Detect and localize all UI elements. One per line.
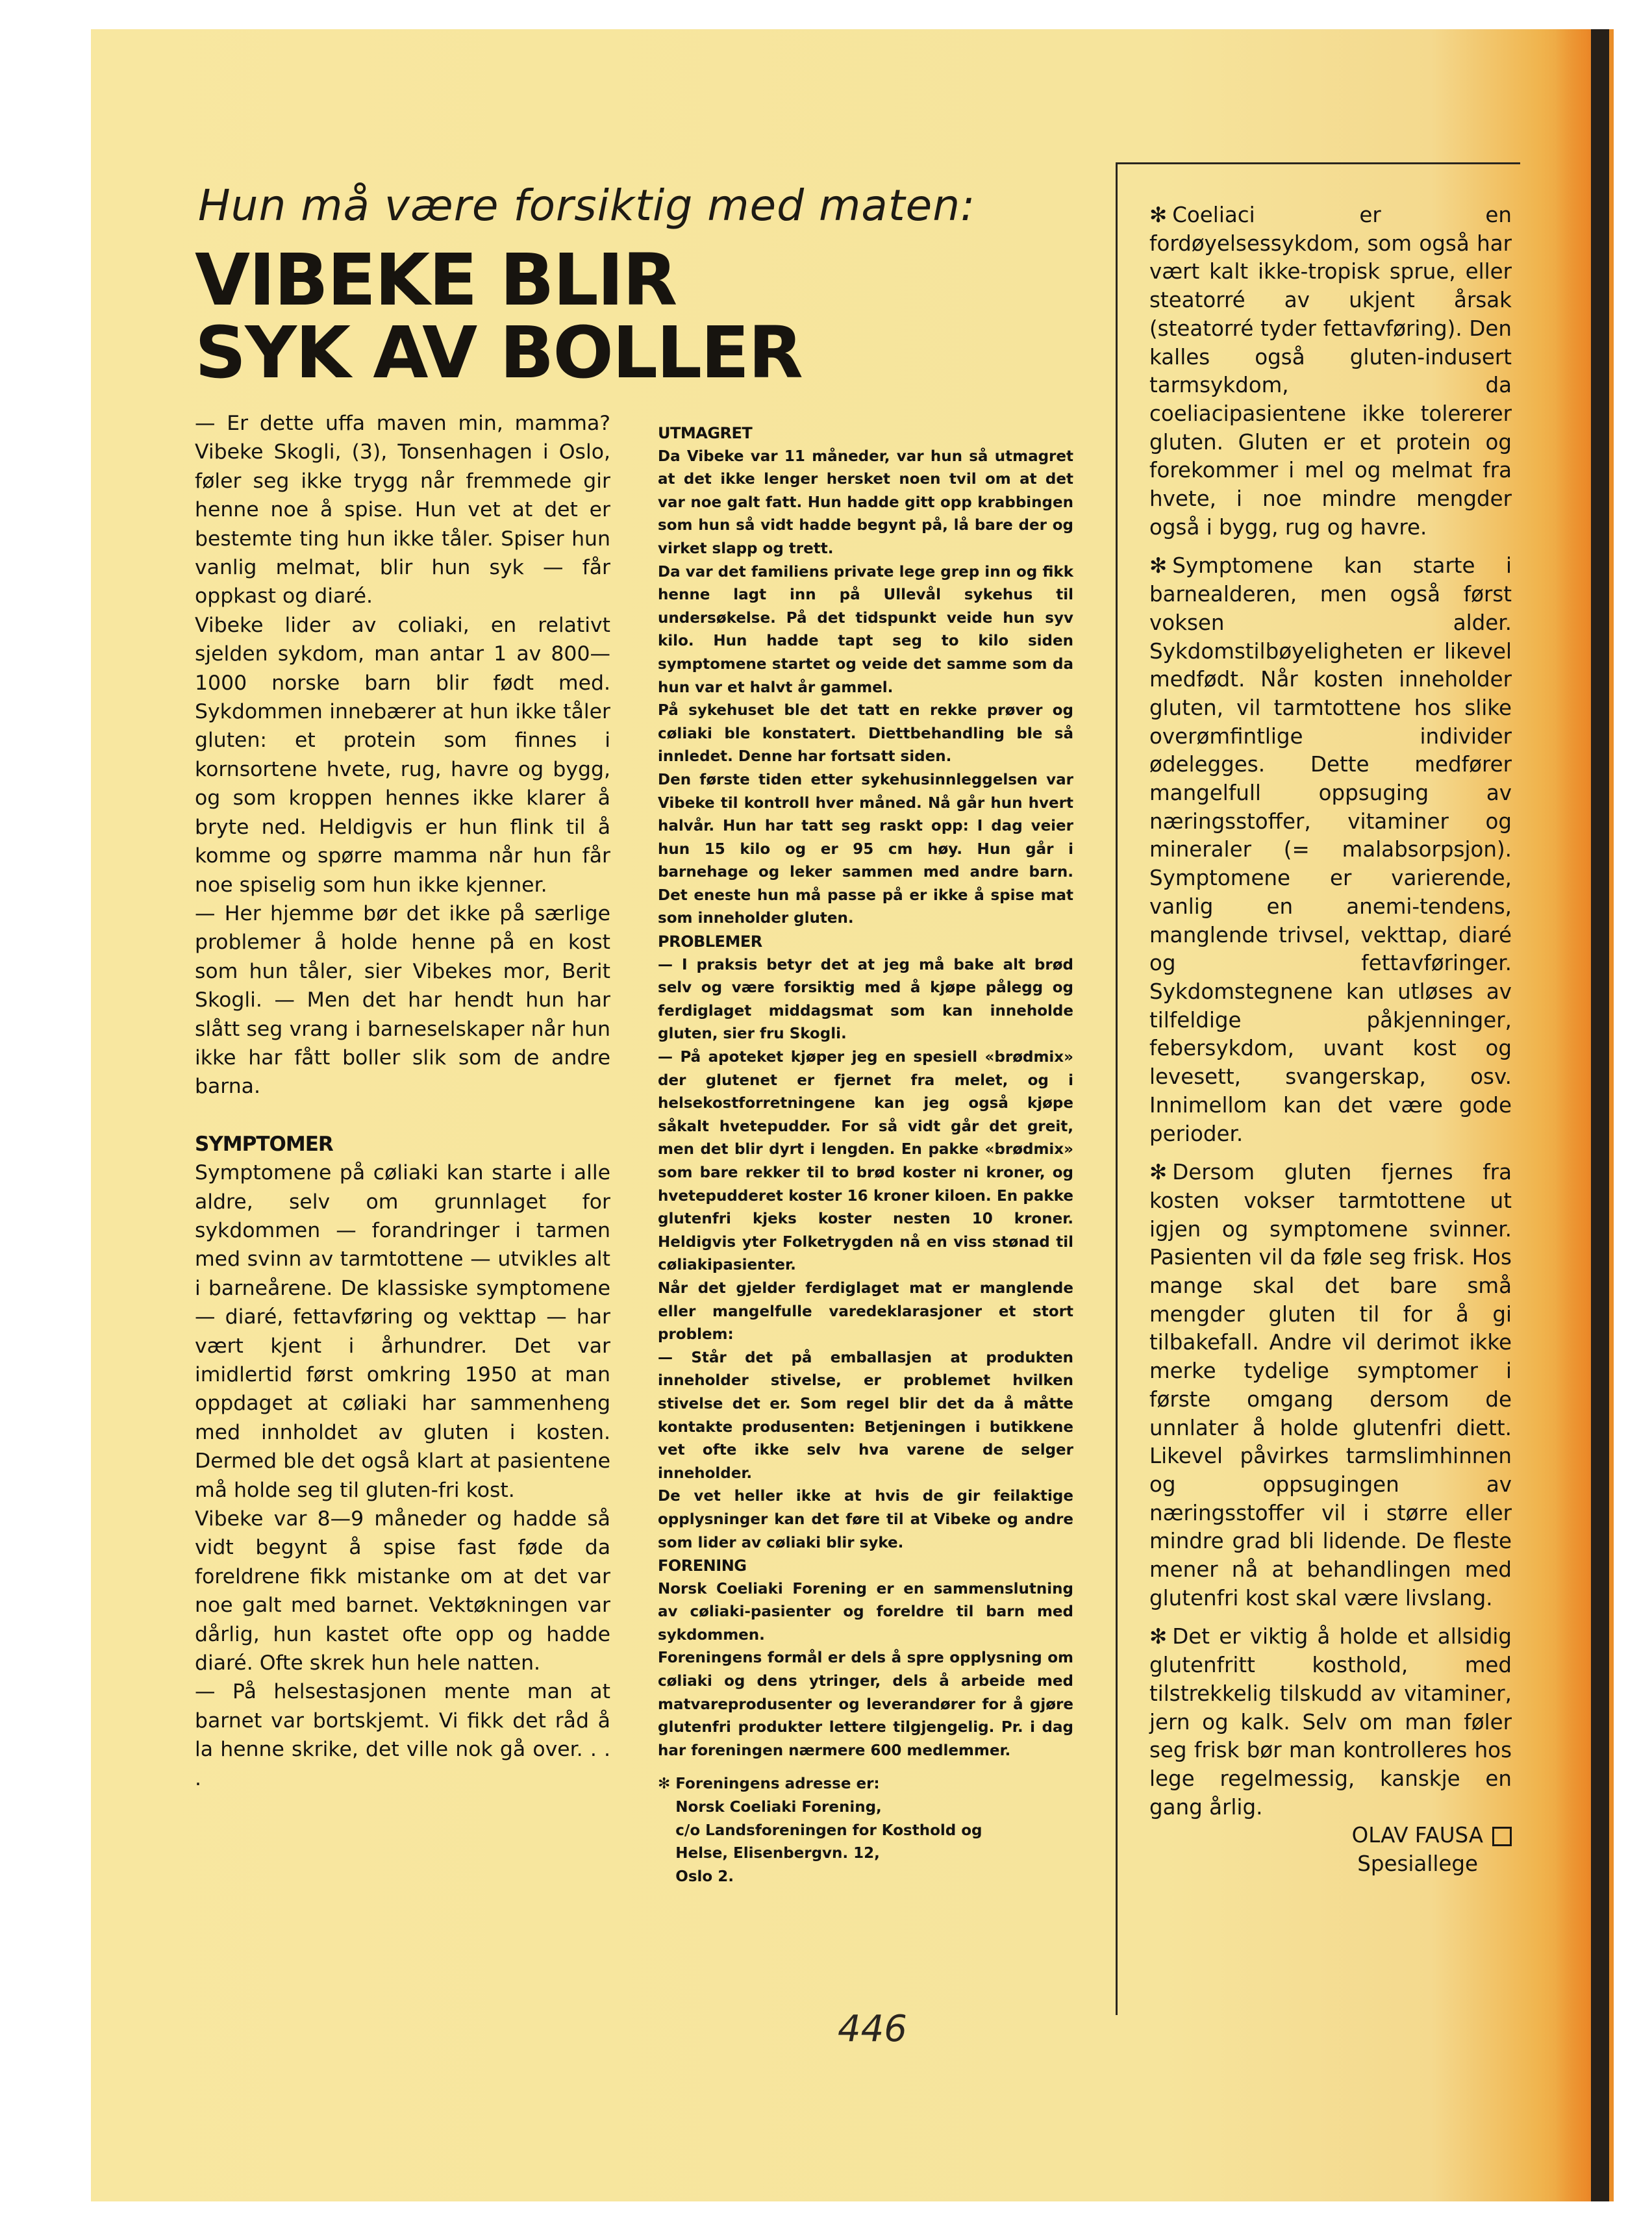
fact-paragraph: ✻ Coeliaci er en fordøyelsessykdom, som også har vært kalt ikke-tropisk sprue, eller steatorré av ukjent årsak (steatorré tyder fettavføring). Den kalles også gluten-indusert tarmsykdom, da coeliacipasientene ikke tolererer gluten. Gluten er et protein og forekommer i mel og melmat fra hvete, i noe mindre mengder også i bygg, rug og havre.: [1149, 203, 1512, 540]
subhead-utmagret: UTMAGRET: [658, 424, 753, 442]
paragraph: Da var det familiens private lege grep inn og fikk henne lagt inn på Ullevål sykehus til undersøkelse. På det tidspunkt veide hun syv kilo. Hun hadde tapt seg to kilo siden symptomene startet og veide det samme som da hun var et halvt år gammel.: [658, 563, 1073, 696]
author-name: OLAV FAUSA: [1351, 1823, 1483, 1848]
paragraph: — I praksis betyr det at jeg må bake alt brød selv og være forsiktig med å kjøpe pålegg og ferdiglaget middagsmat som kan inneholde gluten, sier fru Skogli.: [658, 956, 1073, 1043]
paragraph: — På helsestasjonen mente man at barnet var bortskjemt. Vi fikk det råd å la henne skrike, det ville nok gå over. . . .: [195, 1680, 610, 1790]
paragraph: Når det gjelder ferdiglaget mat er manglende eller mangelfulle varedeklarasjoner et stort problem:: [658, 1279, 1073, 1344]
end-mark-icon: [1492, 1827, 1512, 1846]
asterisk-icon: ✻: [1149, 203, 1168, 227]
address-line: Norsk Coeliaki Forening,: [675, 1799, 882, 1816]
fact-paragraph: ✻ Symptomene kan starte i barnealderen, men også først voksen alder. Sykdomstilbøyeligheten er likevel medfødt. Når kosten inneholder gluten, vil tarmtottene hos slike overømfintlige individer ødelegges. Dette medfører mangelfull oppsuging av næringsstoffer, vitaminer og mineraler (= malabsorpsjon). Symptomene er varierende, vanlig en anemi-tendens, manglende trivsel, vekttap, diaré og fettavføringer. Sykdomstegnene kan utløses av tilfeldige påkjenninger, febersykdom, uvant kost og levesett, svangerskap, osv. Innimellom kan det være gode perioder.: [1149, 553, 1512, 1146]
asterisk-icon: ✻: [1149, 553, 1168, 579]
paragraph: Symptomene på cøliaki kan starte i alle aldre, selv om grunnlaget for sykdommen — forandringer i tarmen med svinn av tarmtottene — utvikles alt i barneårene. De klassiske symptomene — diaré, fettavføring og vekttap — har vært kjent i århundrer. Det var imidlertid først omkring 1950 at man oppdaget at cøliaki har sammenheng med innholdet av gluten i kosten. Dermed ble det også klart at pasientene må holde seg til gluten-fri kost.: [195, 1161, 610, 1502]
paragraph: — Her hjemme bør det ikke på særlige problemer å holde henne på en kost som hun tåler, sier Vibekes mor, Berit Skogli. — Men det har hendt hun har slått seg vrang i barneselskaper når hun ikke har fått boller slik som de andre barna.: [195, 901, 610, 1099]
paragraph: — Er dette uffa maven min, mamma? Vibeke Skogli, (3), Tonsenhagen i Oslo, føler seg ikke trygg når fremmede gir henne noe å spise. Hun vet at det er bestemte ting hun ikke tåler. Spiser hun vanlig melmat, blir hun syk — får oppkast og diaré.: [195, 412, 610, 608]
author-title: Spesiallege: [1357, 1851, 1478, 1877]
signature: [1149, 1822, 1512, 1878]
fact-paragraph: ✻ Dersom gluten fjernes fra kosten vokser tarmtottene ut igjen og symptomene svinner. Pasienten vil da føle seg frisk. Hos mange skal det bare små mengder gluten til for å gi tilbakefall. Andre vil derimot ikke merke tydelige symptomer i første omgang dersom de unnlater å holde glutenfri diett. Likevel påvirkes tarmslimhinnen og oppsugingen av næringsstoffer vil i større eller mindre grad bli lidende. De fleste mener nå at behandlingen med glutenfri kost skal være livslang.: [1149, 1160, 1512, 1610]
paragraph: De vet heller ikke at hvis de gir feilaktige opplysninger kan det føre til at Vibeke og andre som lider av cøliaki blir syke.: [658, 1488, 1073, 1551]
address-line: Helse, Elisenbergvn. 12,: [675, 1845, 880, 1862]
subhead-forening: FORENING: [658, 1557, 747, 1575]
fact-paragraph: ✻ Det er viktig å holde et allsidig glutenfritt kosthold, med tilstrekkelig tilskudd av vitaminer, jern og kalk. Selv om man føler seg frisk bør man kontrolleres hos lege regelmessig, kanskje en gang årlig.: [1149, 1624, 1512, 1820]
article-kicker: Hun må være forsiktig med maten:: [198, 181, 976, 231]
article-headline: VIBEKE BLIR SYK AV BOLLER: [195, 238, 802, 394]
paragraph: Vibeke var 8—9 måneder og hadde så vidt begynt å spise fast føde da foreldrene fikk mistanke om at det var noe galt med barnet. Vektøkningen var dårlig, hun kastet ofte opp og hadde diaré. Ofte skrek hun hele natten.: [195, 1507, 610, 1675]
paragraph: — På apoteket kjøper jeg en spesiell «brødmix» der glutenet er fjernet fra melet, og i helsekostforretningene kan jeg også kjøpe såkalt hvetepudder. For så vidt går det greit, men det blir dyrt i lengden. En pakke «brødmix» som bare rekker til to brød koster ni kroner, og hvetepudderet koster 16 kroner kiloen. En pakke glutenfri kjeks koster nesten 10 kroner. Heldigvis yter Folketrygden nå en viss stønad til cøliakipasienter.: [658, 1049, 1073, 1274]
fact-box: [1149, 201, 1512, 1879]
paragraph: Norsk Coeliaki Forening er en sammenslutning av cøliaki-pasienter og foreldre til barn med sykdommen.: [658, 1580, 1073, 1644]
column-1: [195, 409, 610, 1793]
address-line: c/o Landsforeningen for Kosthold og: [675, 1822, 982, 1839]
asterisk-icon: ✻: [1149, 1624, 1168, 1649]
page-number: 446: [838, 2008, 907, 2050]
column-2: [658, 422, 1073, 1888]
subhead-symptomer: SYMPTOMER: [195, 1132, 333, 1156]
paragraph: Vibeke lider av coliaki, en relativt sjelden sykdom, man antar 1 av 800—1000 norske barn blir født med. Sykdommen innebærer at hun ikke tåler gluten: et protein som finnes i kornsortene hvete, rug, havre og bygg, og som kroppen hennes ikke klarer å bryte ned. Heldigvis er hun flink til å komme og spørre mamma når hun får noe spiselig som hun ikke kjenner.: [195, 613, 610, 897]
asterisk-icon: ✻: [658, 1775, 671, 1793]
asterisk-icon: ✻: [1149, 1160, 1168, 1185]
paragraph: Da Vibeke var 11 måneder, var hun så utmagret at det ikke lenger hersket noen tvil om at det var noe galt fatt. Hun hadde gitt opp krabbingen som hun så vidt hadde begynt på, lå bare der og virket slapp og trett.: [658, 447, 1073, 557]
subhead-problemer: PROBLEMER: [658, 933, 762, 951]
paragraph: — Står det på emballasjen at produkten inneholder stivelse, er problemet hvilken stivelse det er. Som regel blir det da å måtte kontakte produsenten: Betjeningen i butikkene vet ofte ikke selv hva varene de selger inneholder.: [658, 1349, 1073, 1482]
address-block: [658, 1773, 1073, 1888]
address-line: Foreningens adresse er:: [675, 1775, 880, 1793]
page-binding-strip: [1591, 29, 1609, 2201]
paragraph: Foreningens formål er dels å spre opplysning om cøliaki og dens ytringer, dels å arbeide med matvareprodusenter og leverandører for å gjøre glutenfri produkter lettere tilgjengelig. Pr. i dag har foreningen nærmere 600 medlemmer.: [658, 1649, 1073, 1759]
paragraph: Den første tiden etter sykehusinnleggelsen var Vibeke til kontroll hver måned. Nå går hun hvert halvår. Hun har tatt seg raskt opp: I dag veier hun 15 kilo og er 95 cm høy. Hun går i barnehage og leker sammen med andre barn. Det eneste hun må passe på er ikke å spise mat som inneholder gluten.: [658, 771, 1073, 927]
paragraph: På sykehuset ble det tatt en rekke prøver og cøliaki ble konstatert. Diettbehandling ble så innledet. Denne har fortsatt siden.: [658, 702, 1073, 766]
address-line: Oslo 2.: [675, 1868, 734, 1885]
